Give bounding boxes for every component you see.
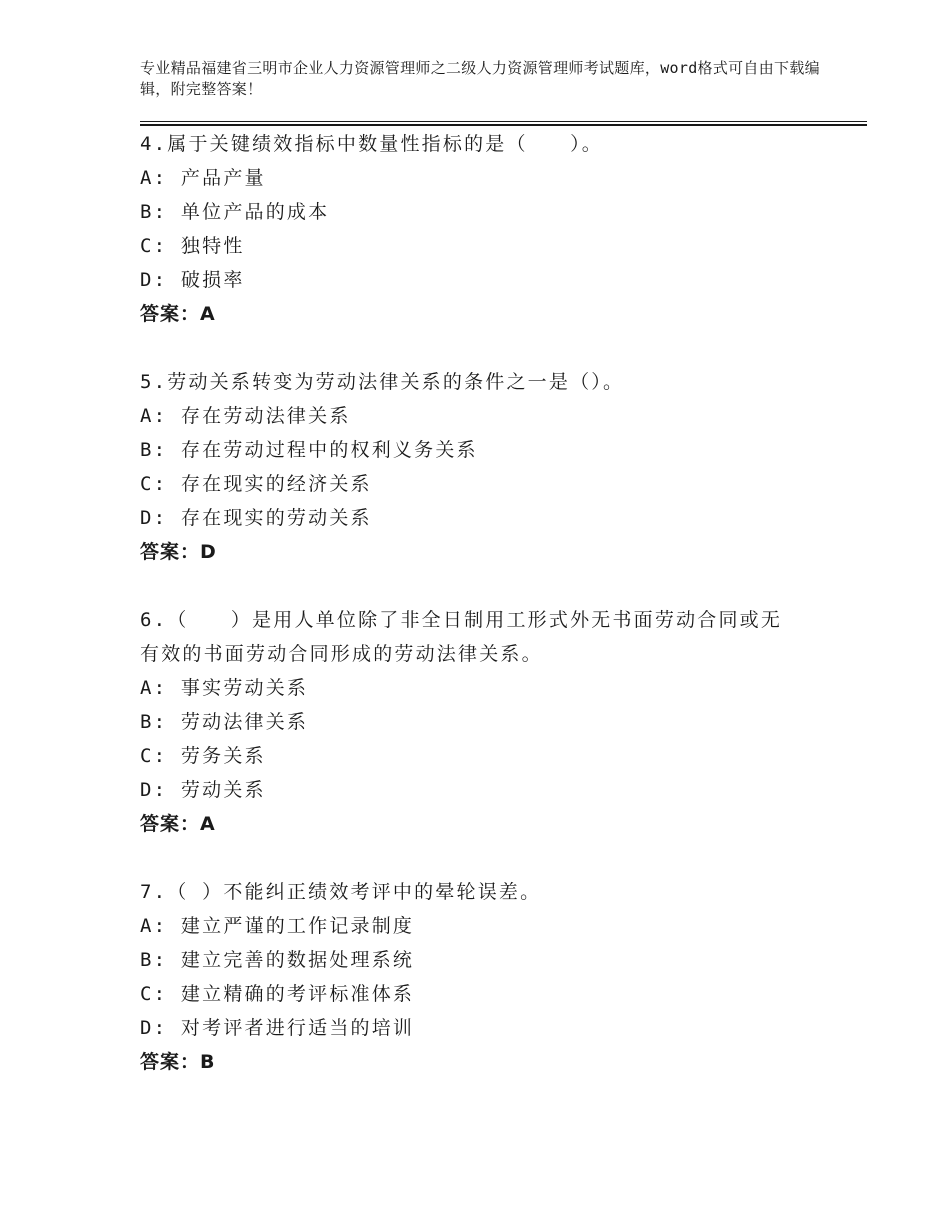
question-5 [140,365,840,569]
answer-label: 答案：B [140,1051,216,1073]
option-d: D: 对考评者进行适当的培训 [140,1017,415,1039]
header-divider-bottom [140,124,867,126]
question-stem-line-2: 有效的书面劳动合同形成的劳动法律关系。 [140,643,543,665]
option-c: C: 独特性 [140,235,245,257]
option-b: B: 存在劳动过程中的权利义务关系 [140,439,478,461]
option-b: B: 劳动法律关系 [140,711,309,733]
option-a: A: 产品产量 [140,167,266,189]
option-a: A: 建立严谨的工作记录制度 [140,915,415,937]
question-list [140,127,840,1113]
answer-label: 答案：A [140,303,216,325]
option-b: B: 单位产品的成本 [140,201,330,223]
question-stem: 5.劳动关系转变为劳动法律关系的条件之一是（）。 [140,371,625,393]
answer-label: 答案：A [140,813,216,835]
document-header [140,58,830,100]
option-c: C: 劳务关系 [140,745,266,767]
option-d: D: 劳动关系 [140,779,266,801]
question-7 [140,875,840,1079]
question-4 [140,127,840,331]
option-b: B: 建立完善的数据处理系统 [140,949,415,971]
option-c: C: 存在现实的经济关系 [140,473,372,495]
question-stem-line-1: 6.（ ）是用人单位除了非全日制用工形式外无书面劳动合同或无 [140,609,783,631]
header-title: 专业精品福建省三明市企业人力资源管理师之二级人力资源管理师考试题库，word格式可自由下载编辑，附完整答案！ [140,59,820,98]
question-6 [140,603,840,841]
option-d: D: 破损率 [140,269,245,291]
option-c: C: 建立精确的考评标准体系 [140,983,415,1005]
question-stem: 4.属于关键绩效指标中数量性指标的是（ ）。 [140,133,603,155]
option-a: A: 事实劳动关系 [140,677,309,699]
header-divider-top [140,121,867,122]
option-a: A: 存在劳动法律关系 [140,405,351,427]
answer-label: 答案：D [140,541,217,563]
question-stem: 7.（ ）不能纠正绩效考评中的晕轮误差。 [140,881,542,903]
option-d: D: 存在现实的劳动关系 [140,507,372,529]
